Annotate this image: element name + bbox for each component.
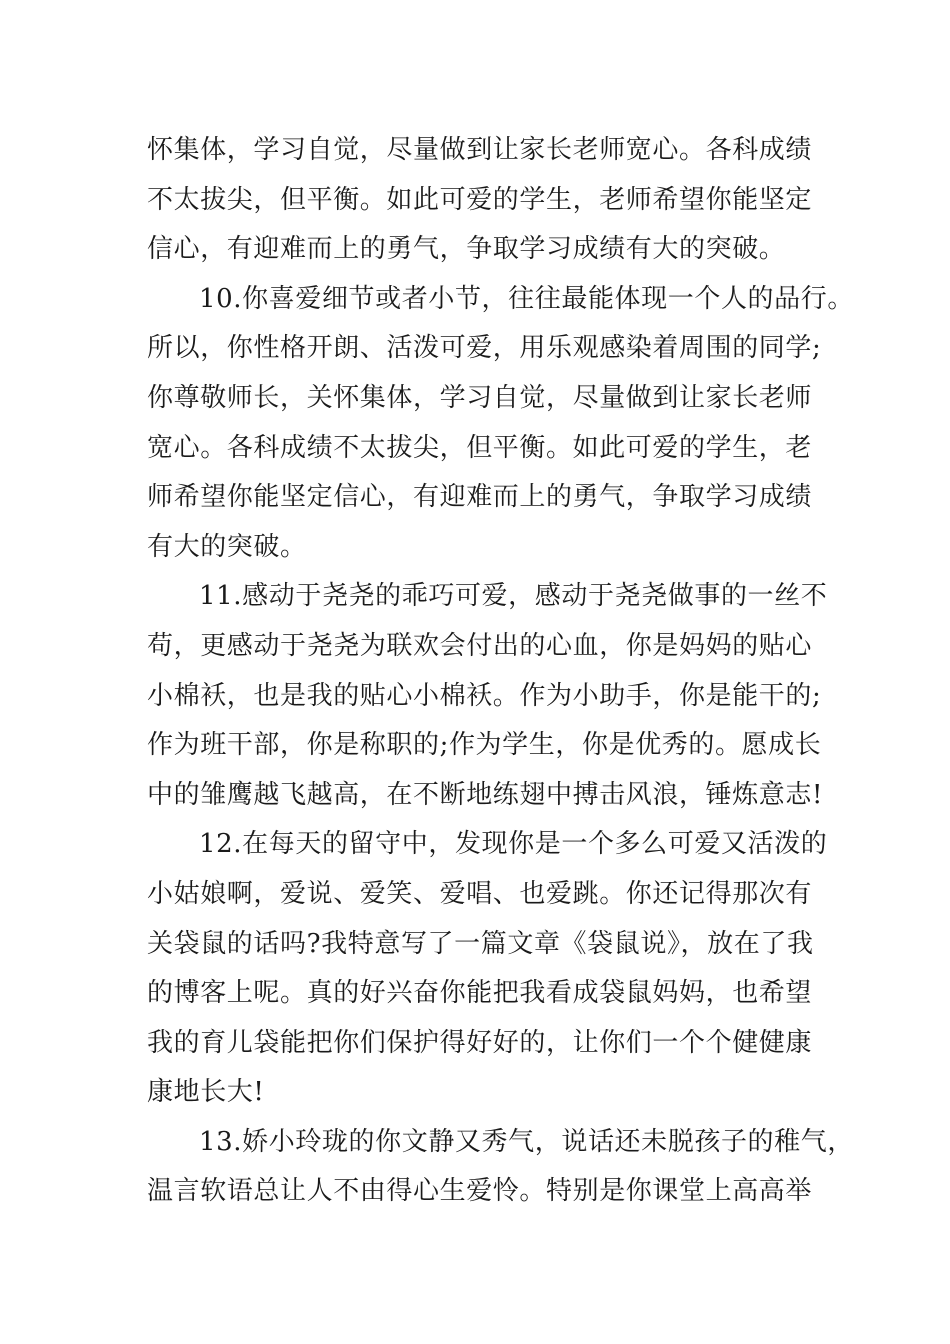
text-line: 温言软语总让人不由得心生爱怜。特别是你课堂上高高举 [147, 1176, 813, 1207]
text-line: 小姑娘啊，爱说、爱笑、爱唱、也爱跳。你还记得那次有 [147, 878, 813, 909]
text-line: 宽心。各科成绩不太拔尖，但平衡。如此可爱的学生，老 [147, 432, 813, 463]
text-line: 怀集体，学习自觉，尽量做到让家长老师宽心。各科成绩 [147, 135, 813, 165]
text-line: 作为班干部，你是称职的;作为学生，你是优秀的。愿成长 [147, 730, 822, 761]
text-line: 康地长大! [147, 1077, 265, 1108]
text-line: 你尊敬师长，关怀集体，学习自觉，尽量做到让家长老师 [147, 382, 813, 413]
text-line: 小棉袄，也是我的贴心小棉袄。作为小助手，你是能干的; [147, 680, 822, 711]
text-line: 信心，有迎难而上的勇气，争取学习成绩有大的突破。 [147, 234, 786, 265]
paragraph-9-continuation [147, 126, 827, 275]
paragraph-11 [147, 572, 827, 820]
text-line: 的博客上呢。真的好兴奋你能把我看成袋鼠妈妈，也希望 [147, 978, 813, 1009]
text-line: 不太拔尖，但平衡。如此可爱的学生，老师希望你能坚定 [147, 184, 813, 215]
text-line: 所以，你性格开朗、活泼可爱，用乐观感染着周围的同学; [147, 333, 822, 364]
text-line: 中的雏鹰越飞越高，在不断地练翅中搏击风浪，锤炼意志! [147, 779, 824, 810]
text-line: 我的育儿袋能把你们保护得好好的，让你们一个个健健康 [147, 1027, 813, 1058]
text-line: 11.感动于尧尧的乖巧可爱，感动于尧尧做事的一丝不 [199, 581, 828, 612]
text-line: 12.在每天的留守中，发现你是一个多么可爱又活泼的 [199, 829, 828, 860]
text-line: 13.娇小玲珑的你文静又秀气，说话还未脱孩子的稚气， [199, 1126, 854, 1157]
text-line: 有大的突破。 [147, 531, 307, 562]
text-line: 关袋鼠的话吗?我特意写了一篇文章《袋鼠说》，放在了我 [147, 928, 814, 959]
paragraph-10 [147, 275, 854, 573]
text-line: 师希望你能坚定信心，有迎难而上的勇气，争取学习成绩 [147, 482, 813, 513]
paragraph-12 [147, 820, 827, 1118]
paragraph-13 [147, 1118, 854, 1217]
document-body [147, 126, 854, 1217]
text-line: 苟，更感动于尧尧为联欢会付出的心血，你是妈妈的贴心 [147, 630, 813, 661]
text-line: 10.你喜爱细节或者小节，往往最能体现一个人的品行。 [199, 283, 854, 314]
